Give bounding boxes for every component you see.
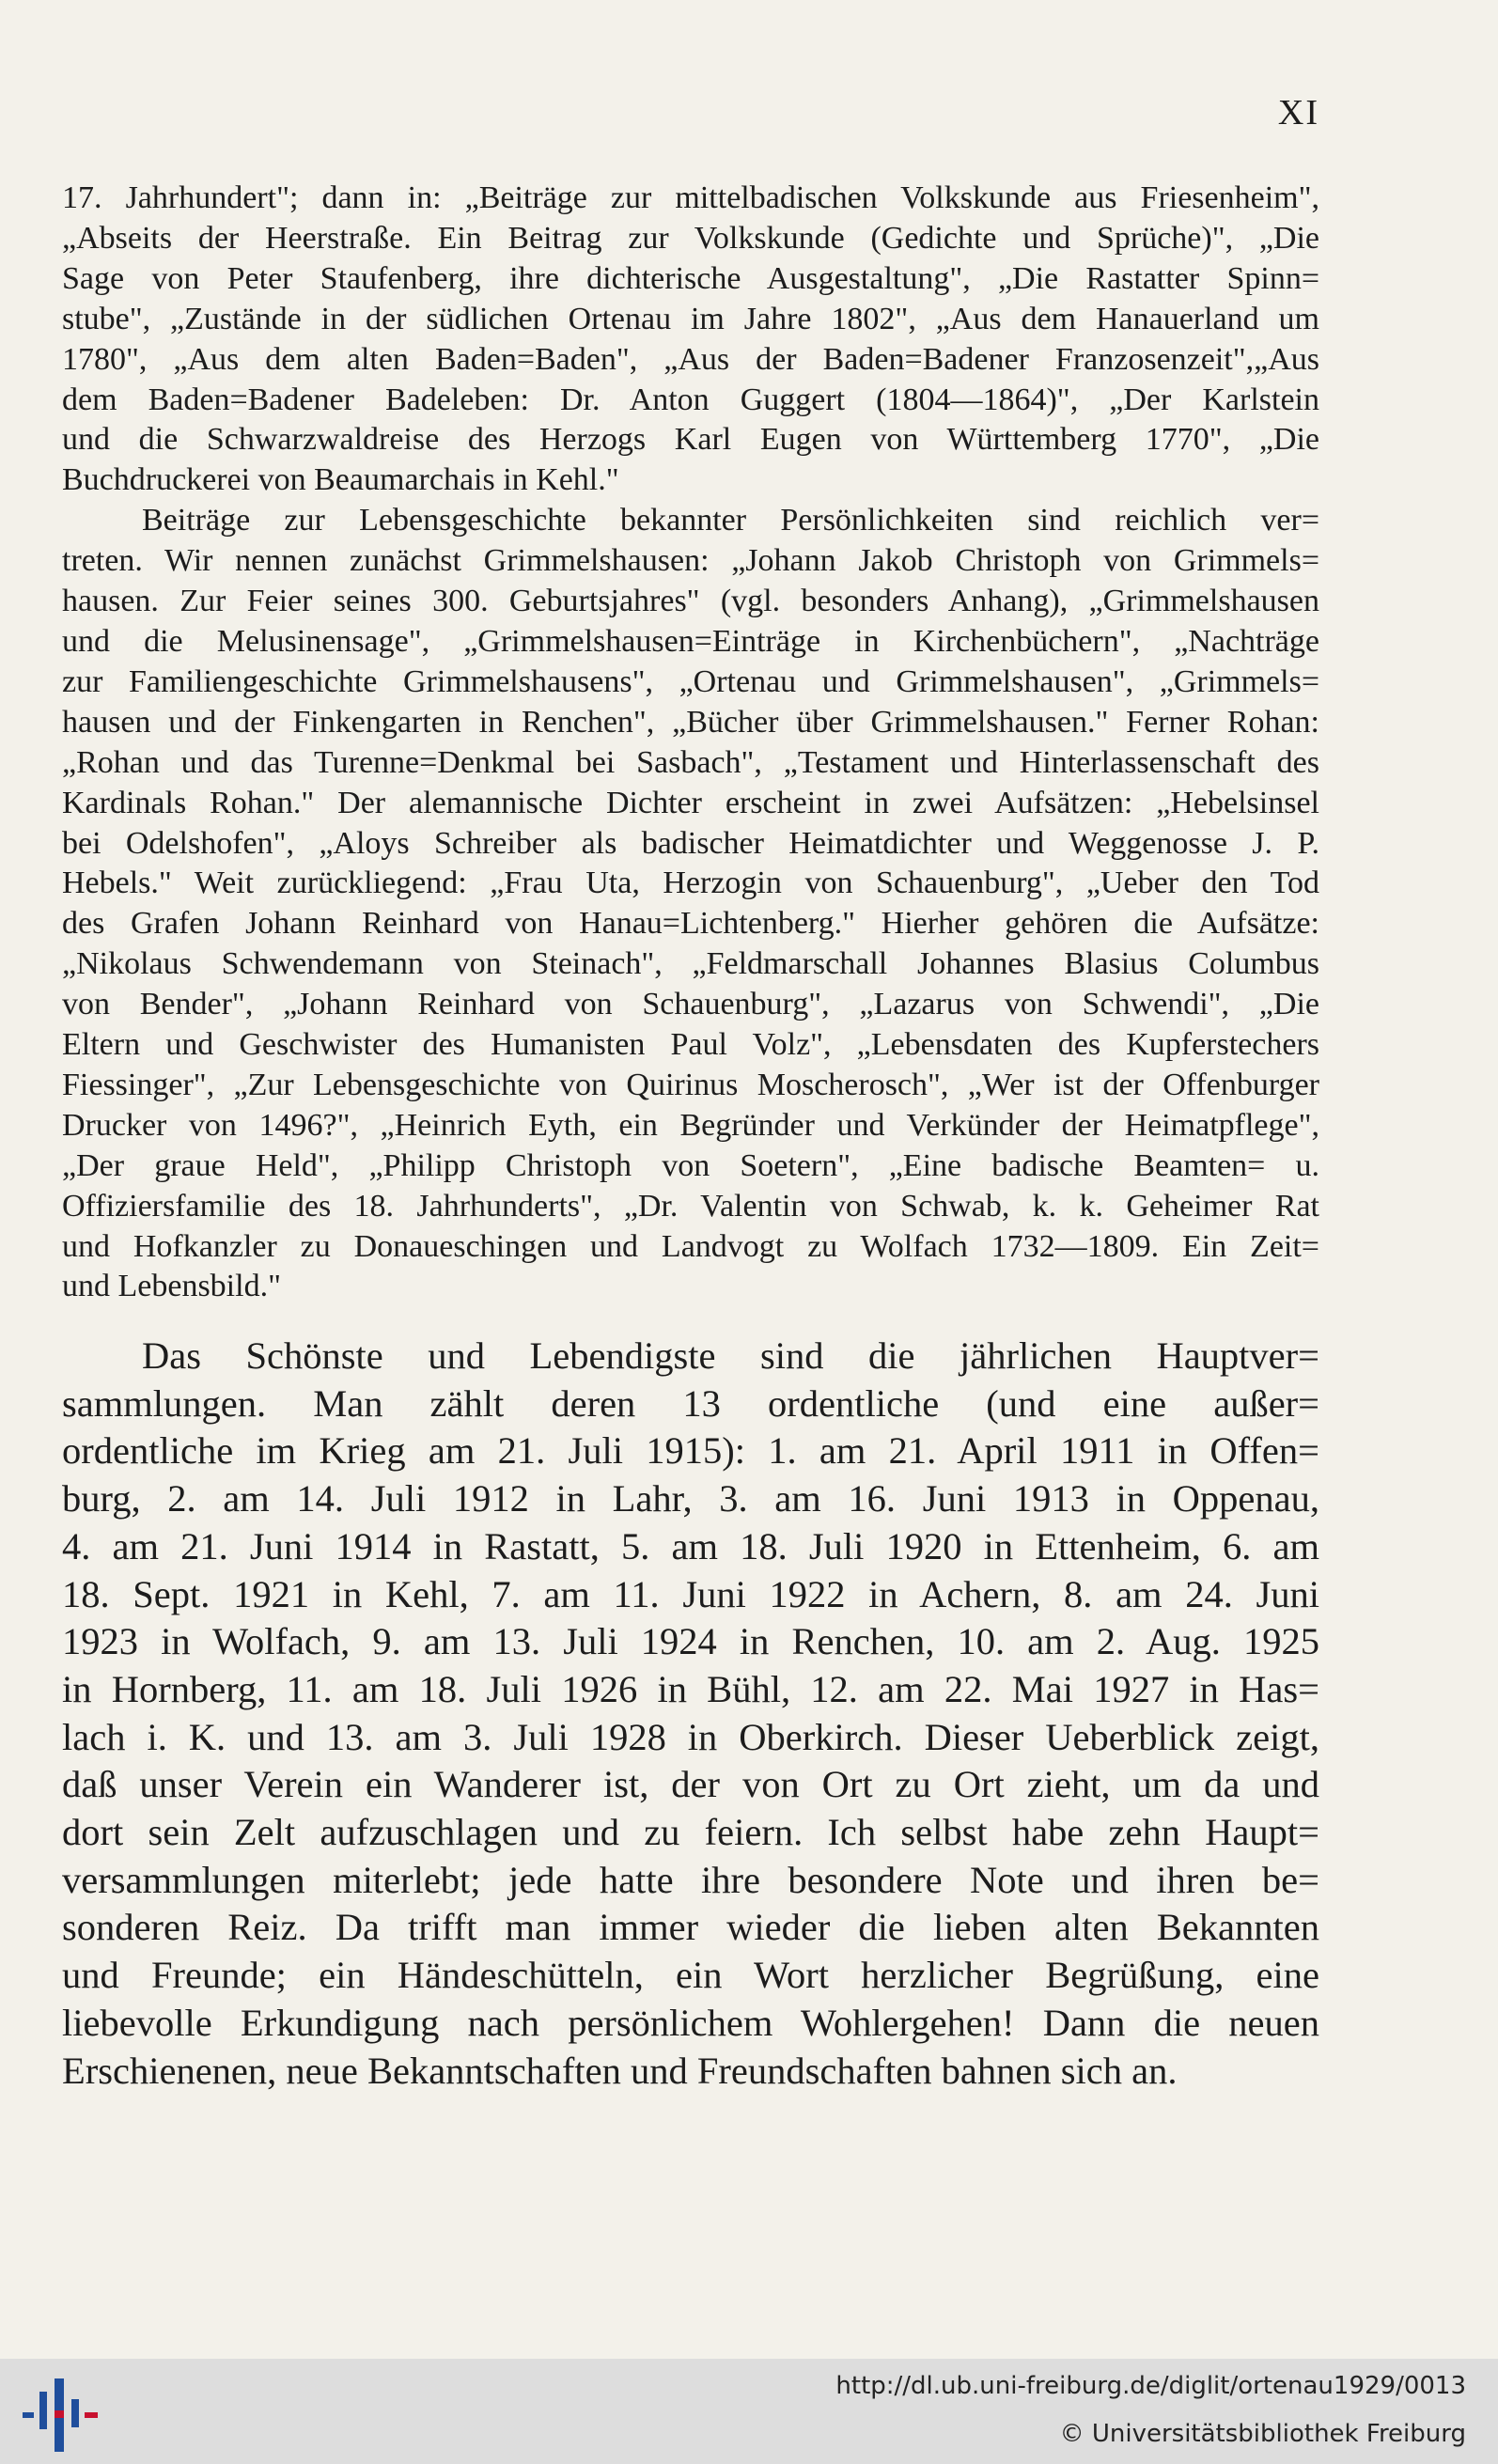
text-line: versammlungen miterlebt; jede hatte ihre besondere Note und ihren be= xyxy=(62,1858,1319,1901)
text-line: und Hofkanzler zu Donaueschingen und Landvogt zu Wolfach 1732—1809. Ein Zeit= xyxy=(62,1228,1319,1264)
paragraph-annual-meetings xyxy=(62,1333,1319,2095)
text-line: Offiziersfamilie des 18. Jahrhunderts", „Dr. Valentin von Schwab, k. k. Geheimer Rat xyxy=(62,1188,1319,1224)
text-line: sonderen Reiz. Da trifft man immer wieder die lieben alten Bekannten xyxy=(62,1906,1319,1949)
text-line: lach i. K. und 13. am 3. Juli 1928 in Oberkirch. Dieser Ueberblick zeigt, xyxy=(62,1715,1319,1758)
text-line: Sage von Peter Staufenberg, ihre dichterische Ausgestaltung", „Die Rastatter Spinn= xyxy=(62,260,1319,296)
text-line: Erschienenen, neue Bekanntschaften und Freundschaften bahnen sich an. xyxy=(62,2049,1178,2092)
text-line: Beiträge zur Lebensgeschichte bekannter Persönlichkeiten sind reichlich ver= xyxy=(142,503,1319,538)
library-logo-icon xyxy=(19,2373,103,2456)
text-line: Buchdruckerei von Beaumarchais in Kehl." xyxy=(62,462,619,498)
text-line: des Grafen Johann Reinhard von Hanau=Lichtenberg." Hierher gehören die Aufsätze: xyxy=(62,906,1319,942)
text-line: Hebels." Weit zurückliegend: „Frau Uta, Herzogin von Schauenburg", „Ueber den Tod xyxy=(62,866,1319,901)
text-line: „Rohan und das Turenne=Denkmal bei Sasbach", „Testament und Hinterlassenschaft des xyxy=(62,744,1319,780)
text-line: und die Melusinensage", „Grimmelshausen=Einträge in Kirchenbüchern", „Nachträge xyxy=(62,623,1319,659)
text-line: daß unser Verein ein Wanderer ist, der von Ort zu Ort zieht, um da und xyxy=(62,1763,1319,1806)
copyright-notice: © Universitätsbibliothek Freiburg xyxy=(1059,2420,1466,2448)
text-line: 1780", „Aus dem alten Baden=Baden", „Aus der Baden=Badener Franzosenzeit",„Aus xyxy=(62,341,1319,377)
text-line: „Der graue Held", „Philipp Christoph von Soetern", „Eine badische Beamten= u. xyxy=(62,1147,1319,1183)
text-line: und Freunde; ein Händeschütteln, ein Wort herzlicher Begrüßung, eine xyxy=(62,1954,1319,1997)
text-line: Eltern und Geschwister des Humanisten Paul Volz", „Lebensdaten des Kupferstechers xyxy=(62,1027,1319,1063)
text-line: Kardinals Rohan." Der alemannische Dichter erscheint in zwei Aufsätzen: „Hebelsinsel xyxy=(62,785,1319,820)
text-line: sammlungen. Man zählt deren 13 ordentliche (und eine außer= xyxy=(62,1381,1319,1425)
text-line: 1923 in Wolfach, 9. am 13. Juli 1924 in Renchen, 10. am 2. Aug. 1925 xyxy=(62,1620,1319,1663)
text-line: stube", „Zustände in der südlichen Ortenau im Jahre 1802", „Aus dem Hanauerland um xyxy=(62,301,1319,336)
text-line: hausen und der Finkengarten in Renchen", „Bücher über Grimmelshausen." Ferner Rohan: xyxy=(62,704,1319,740)
page-number: XI xyxy=(1277,93,1319,133)
text-line: von Bender", „Johann Reinhard von Schauenburg", „Lazarus von Schwendi", „Die xyxy=(62,987,1319,1022)
text-line: Fiessinger", „Zur Lebensgeschichte von Quirinus Moscherosch", „Wer ist der Offenburger xyxy=(62,1067,1319,1102)
text-line: „Nikolaus Schwendemann von Steinach", „Feldmarschall Johannes Blasius Columbus xyxy=(62,946,1319,982)
text-line: dem Baden=Badener Badeleben: Dr. Anton Guggert (1804—1864)", „Der Karlstein xyxy=(62,382,1319,417)
paragraph-contributions-list xyxy=(62,179,1319,1307)
text-line: 4. am 21. Juni 1914 in Rastatt, 5. am 18. Juli 1920 in Ettenheim, 6. am xyxy=(62,1524,1319,1567)
text-line: „Abseits der Heerstraße. Ein Beitrag zur Volkskunde (Gedichte und Sprüche)", „Die xyxy=(62,220,1319,256)
text-line: burg, 2. am 14. Juli 1912 in Lahr, 3. am 16. Juni 1913 in Oppenau, xyxy=(62,1477,1319,1521)
text-line: Das Schönste und Lebendigste sind die jährlichen Hauptver= xyxy=(142,1334,1319,1377)
text-line: Drucker von 1496?", „Heinrich Eyth, ein Begründer und Verkünder der Heimatpflege", xyxy=(62,1107,1319,1143)
text-line: 17. Jahrhundert"; dann in: „Beiträge zur mittelbadischen Volkskunde aus Friesenheim", xyxy=(62,180,1319,215)
source-url-link[interactable]: http://dl.ub.uni-freiburg.de/diglit/ortenau1929/0013 xyxy=(835,2372,1466,2400)
text-line: treten. Wir nennen zunächst Grimmelshausen: „Johann Jakob Christoph von Grimmels= xyxy=(62,543,1319,579)
text-line: und die Schwarzwaldreise des Herzogs Karl Eugen von Württemberg 1770", „Die xyxy=(62,422,1319,458)
text-line: und Lebensbild." xyxy=(62,1269,281,1304)
text-line: in Hornberg, 11. am 18. Juli 1926 in Bühl, 12. am 22. Mai 1927 in Has= xyxy=(62,1667,1319,1710)
text-line: zur Familiengeschichte Grimmelshausens", „Ortenau und Grimmelshausen", „Grimmels= xyxy=(62,663,1319,699)
text-line: ordentliche im Krieg am 21. Juli 1915): 1. am 21. April 1911 in Offen= xyxy=(62,1429,1319,1473)
text-line: liebevolle Erkundigung nach persönlichem Wohlergehen! Dann die neuen xyxy=(62,2001,1319,2044)
text-line: 18. Sept. 1921 in Kehl, 7. am 11. Juni 1922 in Achern, 8. am 24. Juni xyxy=(62,1572,1319,1615)
text-line: bei Odelshofen", „Aloys Schreiber als badischer Heimatdichter und Weggenosse J. P. xyxy=(62,825,1319,861)
text-line: dort sein Zelt aufzuschlagen und zu feiern. Ich selbst habe zehn Haupt= xyxy=(62,1811,1319,1854)
text-line: hausen. Zur Feier seines 300. Geburtsjahres" (vgl. besonders Anhang), „Grimmelshausen xyxy=(62,584,1319,619)
